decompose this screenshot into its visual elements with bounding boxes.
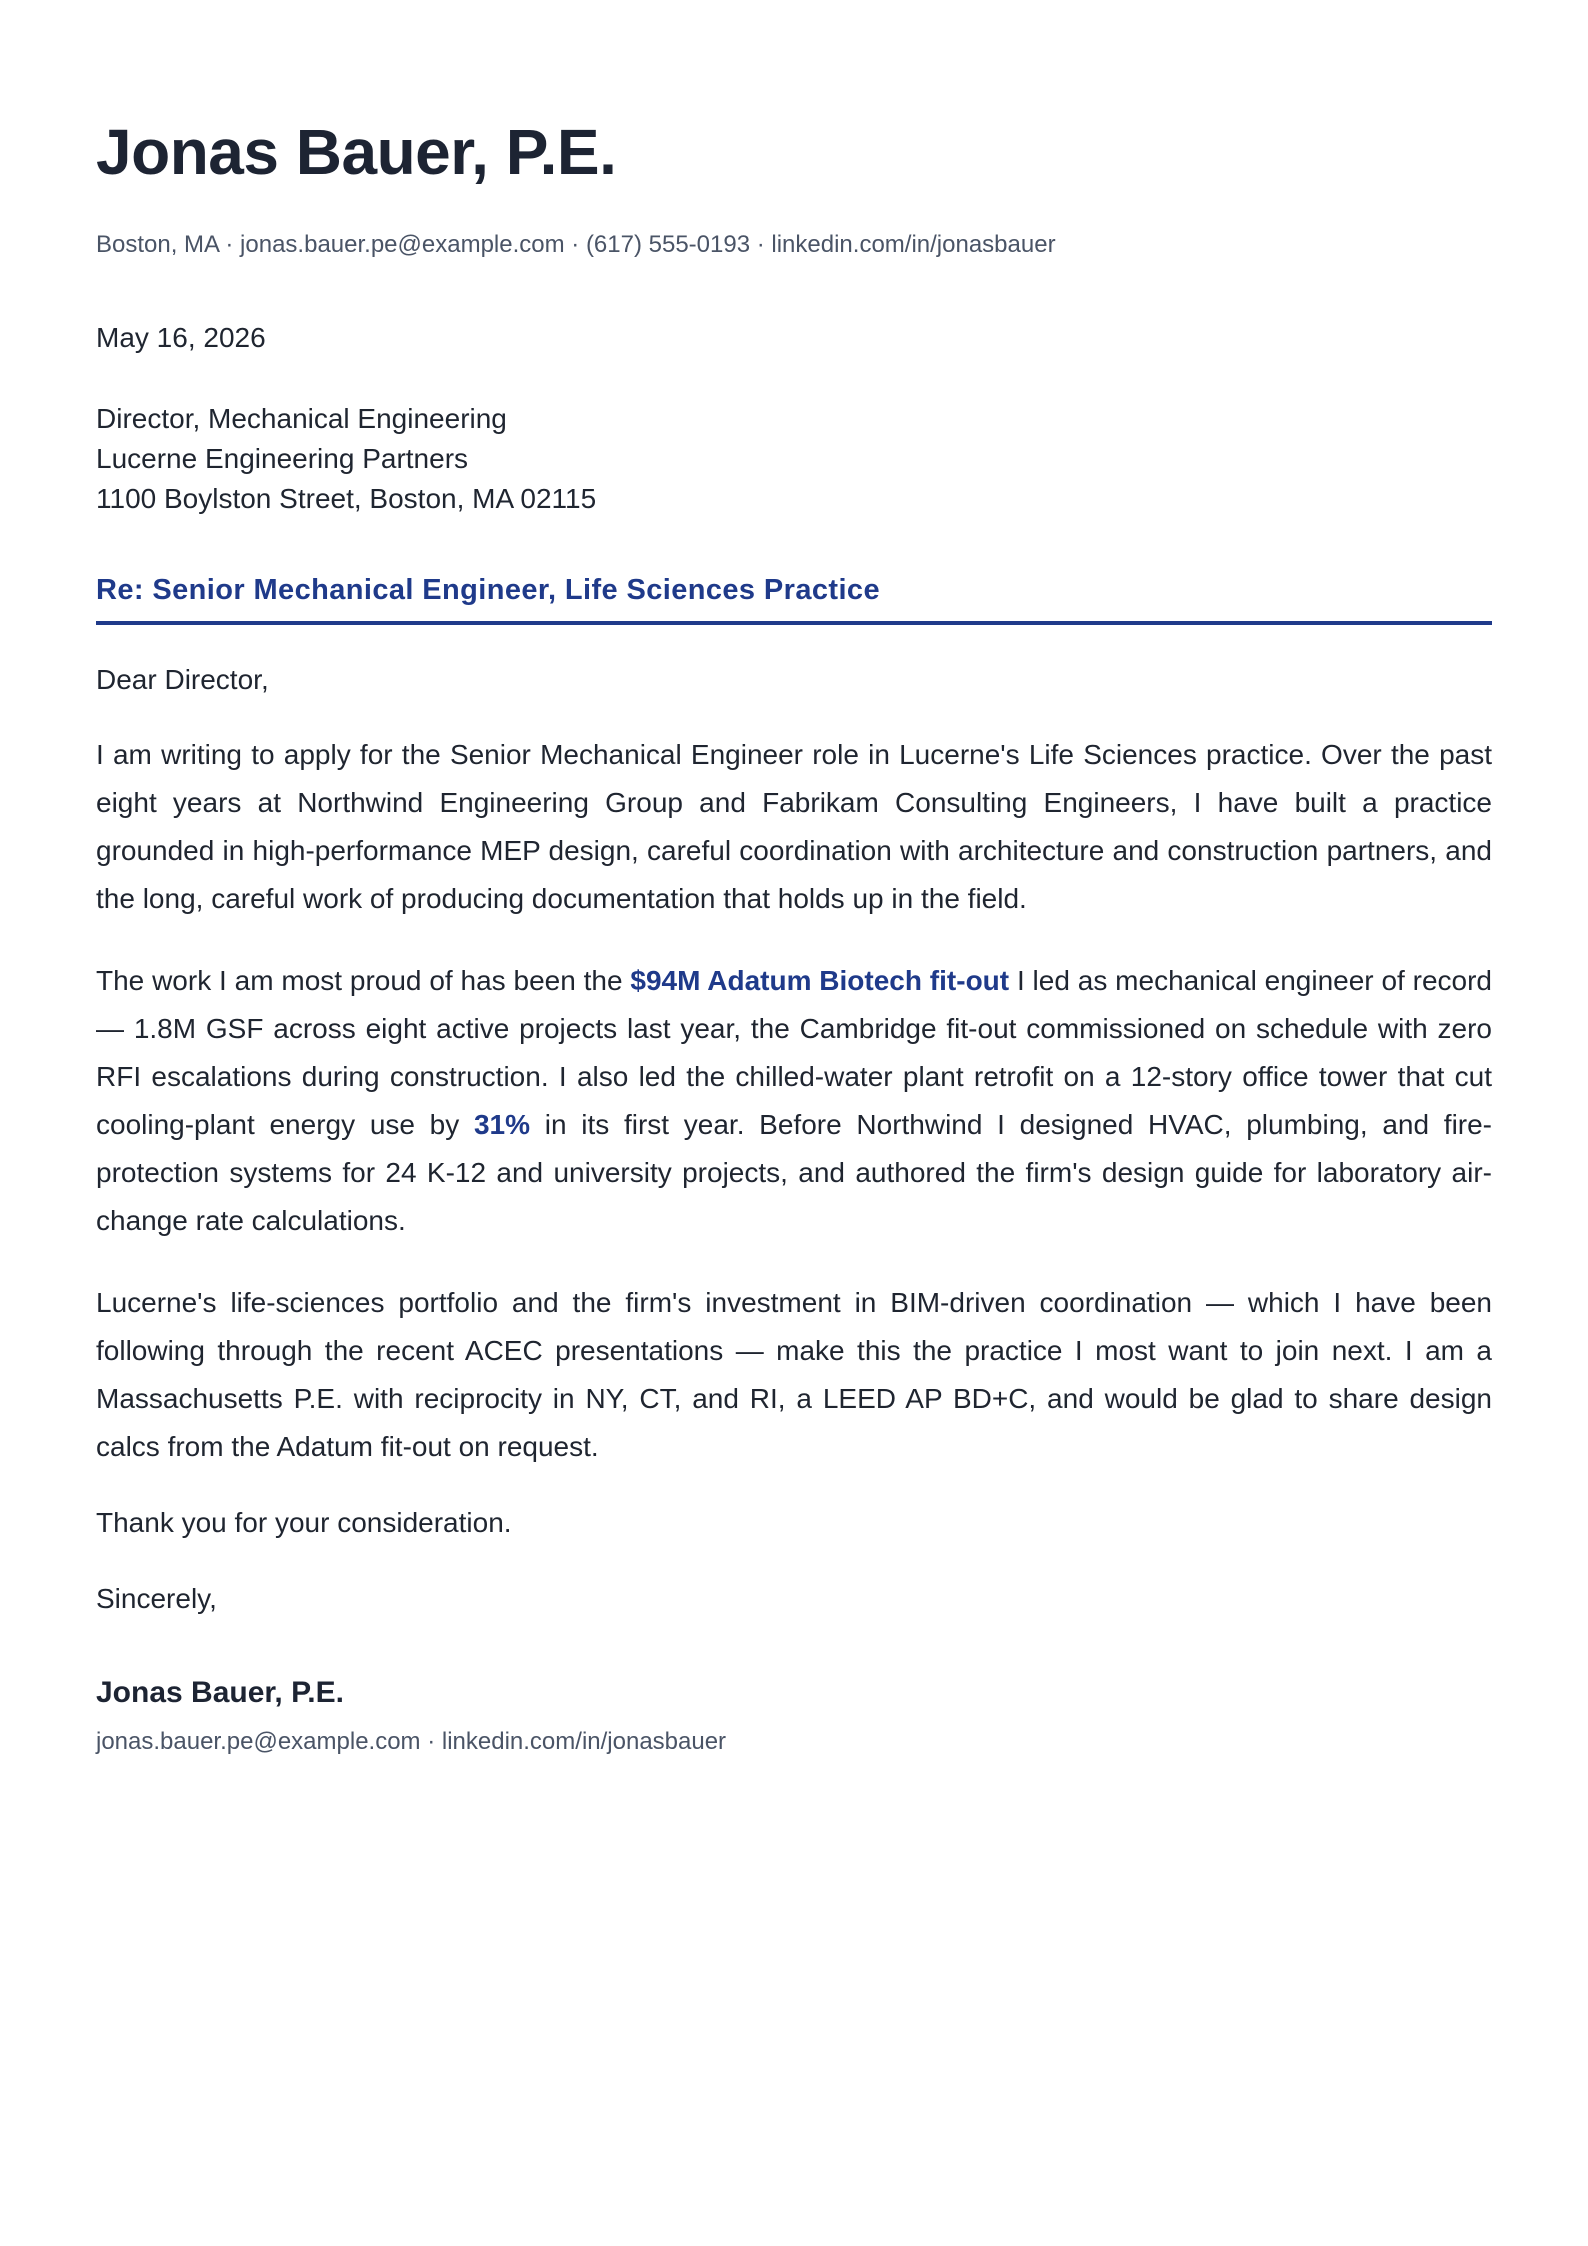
paragraph-2-text-b: I led as mechanical engineer of record — 1.8M GSF across eight active projects last year, the Cambridge fit-out commissioned on schedule with zero RFI escalations during construction. I also led the chilled-water plant retrofit on a 12-story office tower that cut cooling-plant energy use by xyxy=(96,965,1492,1140)
letter-date: May 16, 2026 xyxy=(96,322,266,353)
thank-you-line: Thank you for your consideration. xyxy=(96,1507,512,1538)
body-paragraph-3: Lucerne's life-sciences portfolio and the firm's investment in BIM-driven coordination — which I have been following through the recent ACEC presentations — make this the practice I most want to join next. I am a Massachusetts P.E. with reciprocity in NY, CT, and RI, a LEED AP BD+C, and would be glad to share design calcs from the Adatum fit-out on request. xyxy=(96,1287,1492,1462)
body-paragraph-1: I am writing to apply for the Senior Mechanical Engineer role in Lucerne's Life Sciences practice. Over the past eight years at Northwind Engineering Group and Fabrikam Consulting Engineers, I have built a practice grounded in high-performance MEP design, careful coordination with architecture and construction partners, and the long, careful work of producing documentation that holds up in the field. xyxy=(96,739,1492,914)
recipient-address: 1100 Boylston Street, Boston, MA 02115 xyxy=(96,483,597,514)
recipient-block xyxy=(96,399,1492,519)
salutation: Dear Director, xyxy=(96,664,269,695)
signature-name: Jonas Bauer, P.E. xyxy=(96,1676,344,1709)
subject-line: Re: Senior Mechanical Engineer, Life Sciences Practice xyxy=(96,570,1492,625)
paragraph-2-text-c: in its first year. Before Northwind I designed HVAC, plumbing, and fire-protection systems for 24 K-12 and university projects, and authored the firm's design guide for laboratory air-change rate calculations. xyxy=(96,1109,1493,1236)
recipient-title: Director, Mechanical Engineering xyxy=(96,403,507,434)
paragraph-2-text-a: The work I am most proud of has been the xyxy=(96,965,631,996)
recipient-company: Lucerne Engineering Partners xyxy=(96,443,469,474)
sender-contact-line: Boston, MA · jonas.bauer.pe@example.com · (617) 555-0193 · linkedin.com/in/jonasbauer xyxy=(96,231,1056,258)
signature-contact-line: jonas.bauer.pe@example.com · linkedin.com/in/jonasbauer xyxy=(96,1728,727,1755)
body-paragraph-2 xyxy=(96,957,1492,1245)
closing-line: Sincerely, xyxy=(96,1583,217,1614)
highlight-energy-savings: 31% xyxy=(473,1109,531,1140)
highlight-project-value: $94M Adatum Biotech fit-out xyxy=(630,965,1010,996)
sender-name: Jonas Bauer, P.E. xyxy=(96,116,617,188)
